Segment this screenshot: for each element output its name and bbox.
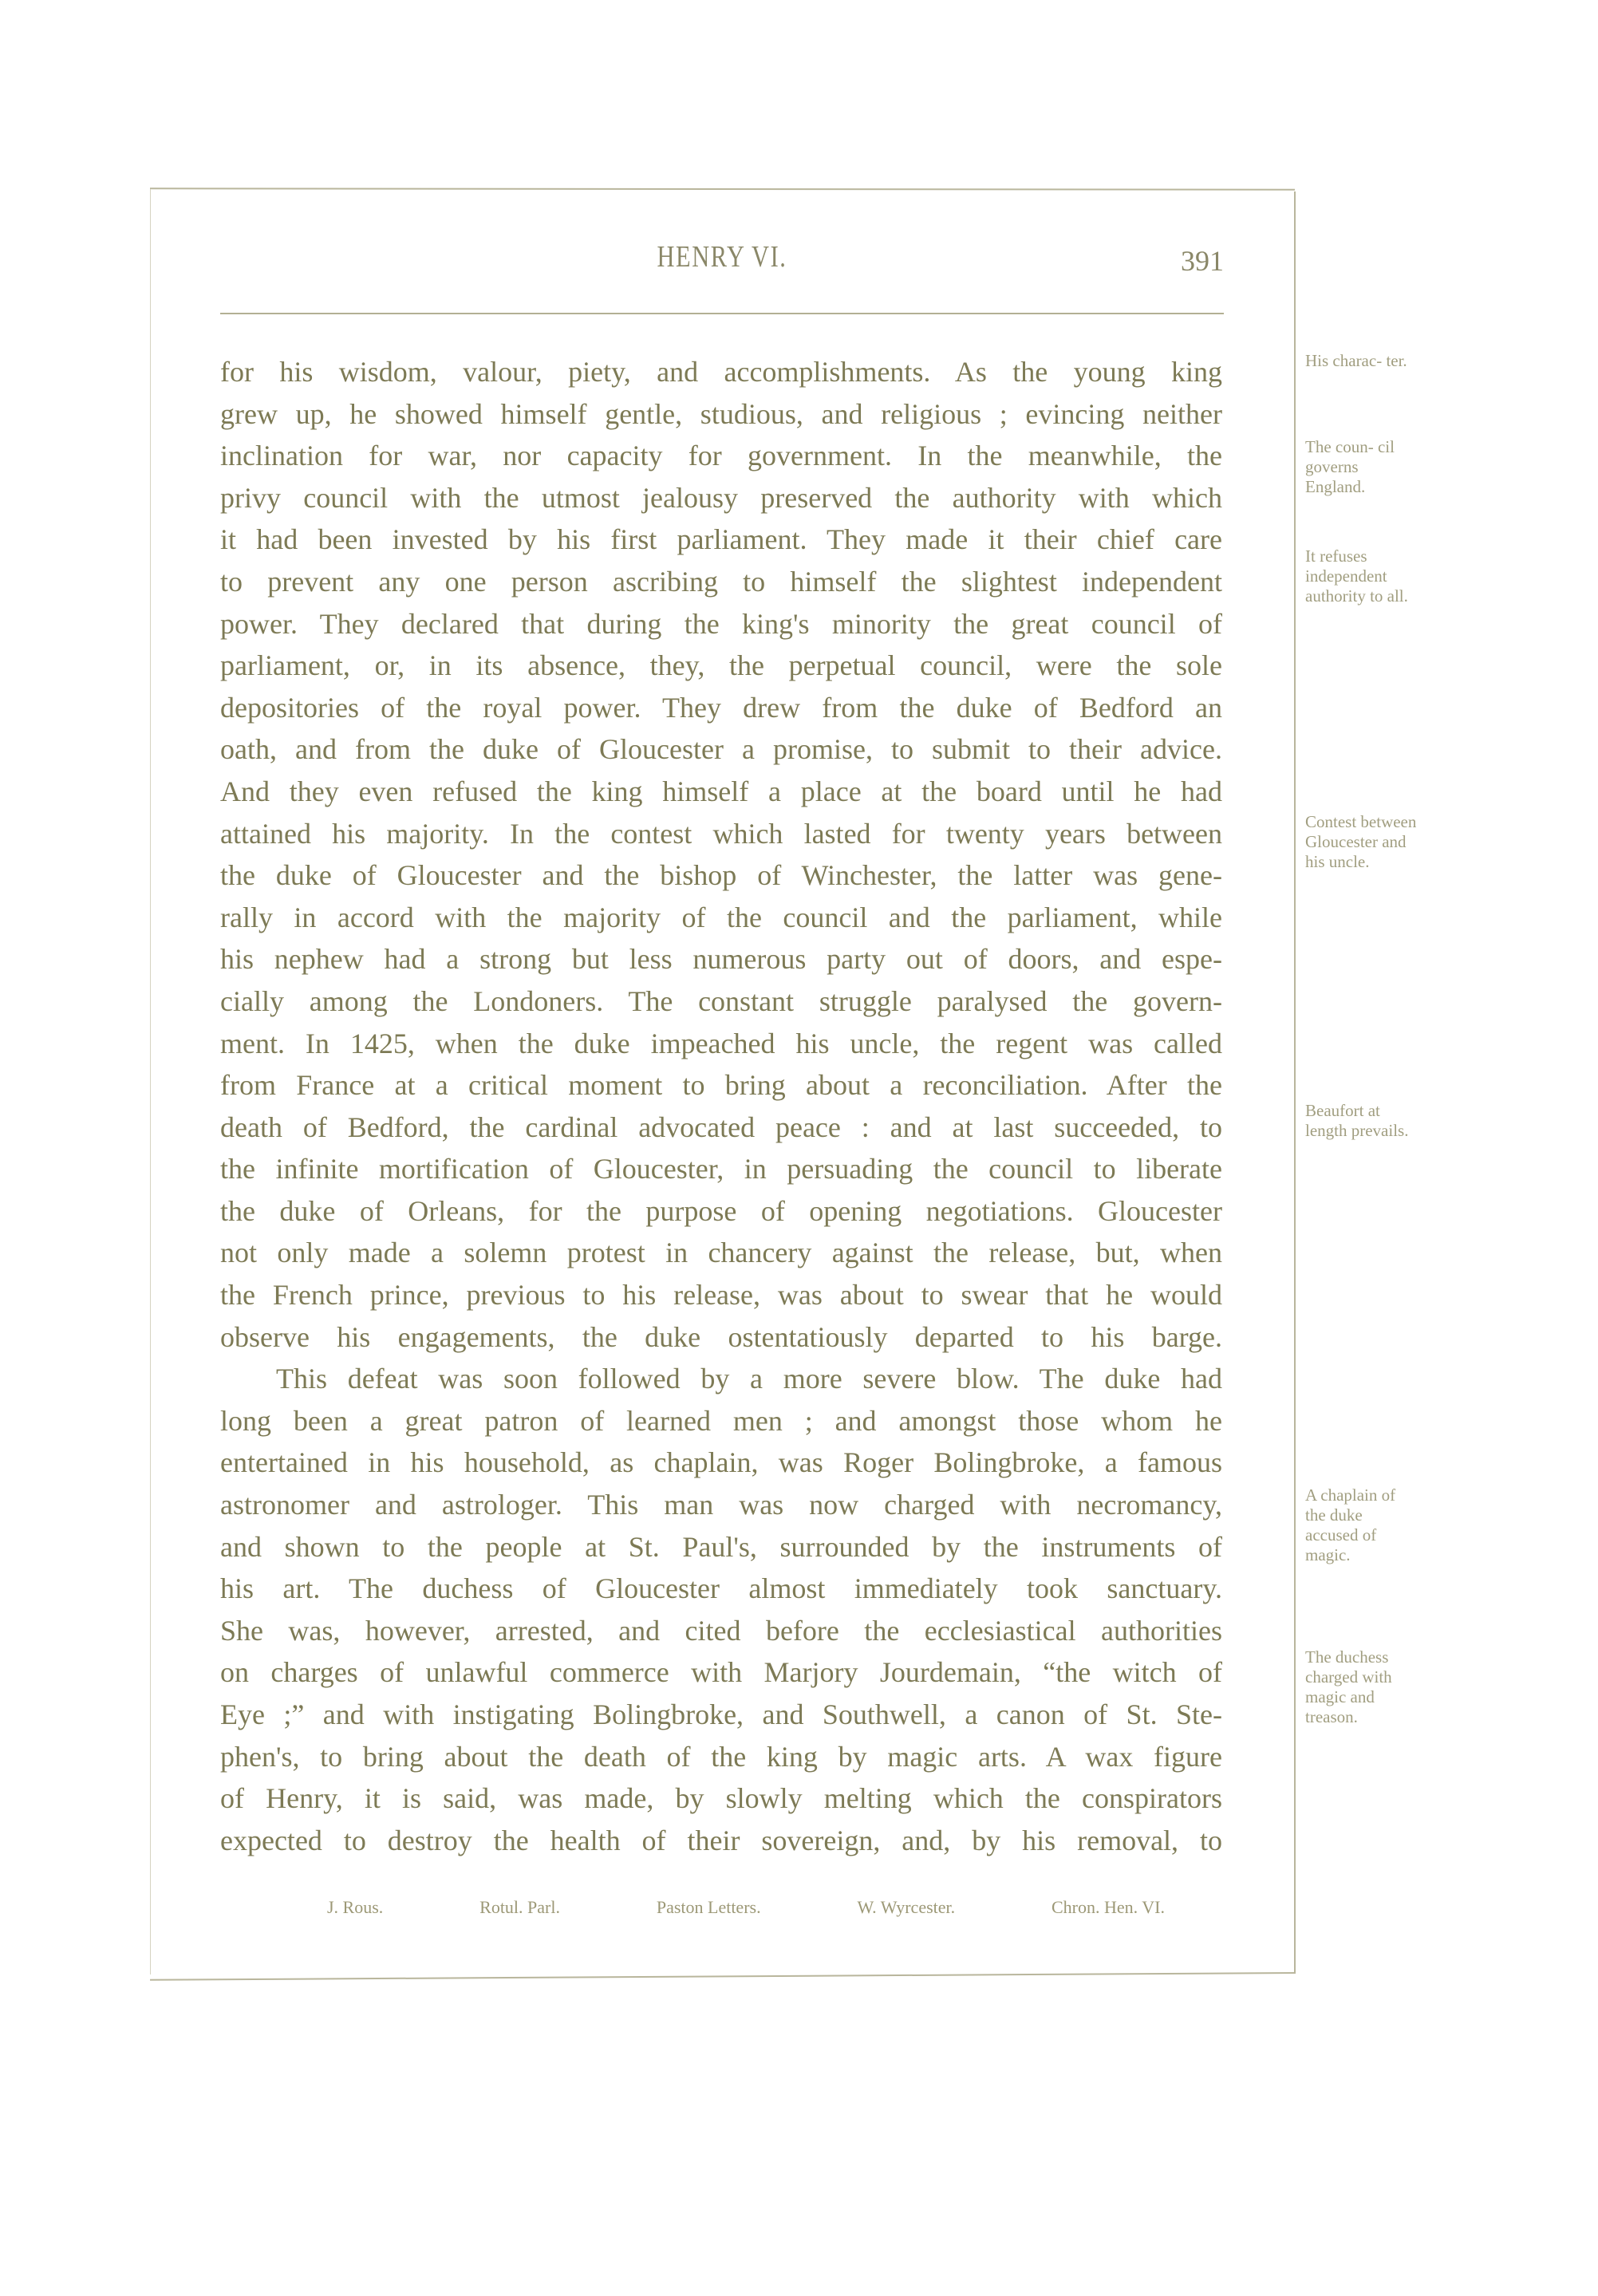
text-line: his nephew had a strong but less numerous party out of doors, and espe-	[220, 943, 1222, 976]
page-number: 391	[1181, 245, 1224, 277]
footer-ref: Chron. Hen. VI.	[1051, 1897, 1165, 1917]
text-line: from France at a critical moment to bring about a reconciliation. After the	[220, 1069, 1222, 1102]
text-line: power. They declared that during the king's minority the great council of	[220, 607, 1222, 640]
margin-note: The coun- cil governs England.	[1305, 437, 1395, 496]
text-line: phen's, to bring about the death of the king by magic arts. A wax figure	[220, 1740, 1222, 1773]
page-frame-left	[150, 189, 151, 1974]
text-line: the French prince, previous to his release, was about to swear that he would	[220, 1279, 1222, 1312]
margin-note: A chaplain of the duke accused of magic.	[1305, 1485, 1396, 1564]
text-line: oath, and from the duke of Gloucester a promise, to submit to their advice.	[220, 733, 1222, 766]
footer-references	[327, 1897, 1165, 1918]
text-line: observe his engagements, the duke ostentatiously departed to his barge.	[220, 1320, 1222, 1353]
text-line: cially among the Londoners. The constant struggle paralysed the govern-	[220, 984, 1222, 1017]
text-line: ment. In 1425, when the duke impeached his uncle, the regent was called	[220, 1027, 1222, 1059]
running-title: HENRY VI.	[657, 240, 787, 274]
text-line: And they even refused the king himself a place at the board until he had	[220, 775, 1222, 807]
text-line: grew up, he showed himself gentle, studious, and religious ; evincing neither	[220, 397, 1222, 430]
margin-note: Beaufort at length prevails.	[1305, 1101, 1409, 1140]
text-line: long been a great patron of learned men ; and amongst those whom he	[220, 1404, 1222, 1437]
text-line: and shown to the people at St. Paul's, surrounded by the instruments of	[220, 1530, 1222, 1563]
text-line: for his wisdom, valour, piety, and accomplishments. As the young king	[220, 356, 1222, 388]
margin-note: It refuses independent authority to all.	[1305, 546, 1408, 606]
text-line: not only made a solemn protest in chancery against the release, but, when	[220, 1237, 1222, 1269]
margin-note: His charac- ter.	[1305, 351, 1407, 370]
text-line: his art. The duchess of Gloucester almost immediately took sanctuary.	[220, 1572, 1222, 1605]
text-line: Eye ;” and with instigating Bolingbroke, and Southwell, a canon of St. Ste-	[220, 1698, 1222, 1730]
text-line: the infinite mortification of Gloucester, in persuading the council to liberate	[220, 1153, 1222, 1185]
text-line: entertained in his household, as chaplain, was Roger Bolingbroke, a famous	[220, 1446, 1222, 1479]
text-line: the duke of Orleans, for the purpose of opening negotiations. Gloucester	[220, 1194, 1222, 1227]
page-frame-top	[150, 187, 1295, 191]
header-rule	[220, 313, 1224, 314]
margin-note: The duchess charged with magic and treason.	[1305, 1647, 1392, 1726]
text-line: the duke of Gloucester and the bishop of Winchester, the latter was gene-	[220, 859, 1222, 892]
text-line: death of Bedford, the cardinal advocated peace : and at last succeeded, to	[220, 1111, 1222, 1143]
text-line: depositories of the royal power. They drew from the duke of Bedford an	[220, 691, 1222, 724]
body-text	[220, 351, 1222, 1861]
text-line: parliament, or, in its absence, they, the perpetual council, were the sole	[220, 649, 1222, 682]
running-header	[220, 239, 1224, 279]
text-line: expected to destroy the health of their sovereign, and, by his removal, to	[220, 1824, 1222, 1856]
text-line: privy council with the utmost jealousy preserved the authority with which	[220, 481, 1222, 514]
text-line: on charges of unlawful commerce with Marjory Jourdemain, “the witch of	[220, 1656, 1222, 1689]
text-line: to prevent any one person ascribing to himself the slightest independent	[220, 565, 1222, 598]
text-line: of Henry, it is said, was made, by slowly melting which the conspirators	[220, 1782, 1222, 1815]
footer-ref: Paston Letters.	[656, 1897, 761, 1917]
footer-ref: J. Rous.	[327, 1897, 384, 1917]
text-line: inclination for war, nor capacity for government. In the meanwhile, the	[220, 440, 1222, 472]
text-line: astronomer and astrologer. This man was now charged with necromancy,	[220, 1489, 1222, 1521]
text-line: it had been invested by his first parliament. They made it their chief care	[220, 523, 1222, 556]
page-frame-bottom	[150, 1972, 1296, 1981]
margin-note: Contest between Gloucester and his uncle.	[1305, 812, 1417, 871]
text-line: She was, however, arrested, and cited before the ecclesiastical authorities	[220, 1614, 1222, 1647]
text-line: This defeat was soon followed by a more severe blow. The duke had	[276, 1363, 1222, 1395]
page-frame-right	[1294, 191, 1296, 1972]
footer-ref: Rotul. Parl.	[479, 1897, 560, 1917]
footer-ref: W. Wyrcester.	[857, 1897, 956, 1917]
text-line: rally in accord with the majority of the council and the parliament, while	[220, 901, 1222, 933]
text-line: attained his majority. In the contest which lasted for twenty years between	[220, 817, 1222, 850]
